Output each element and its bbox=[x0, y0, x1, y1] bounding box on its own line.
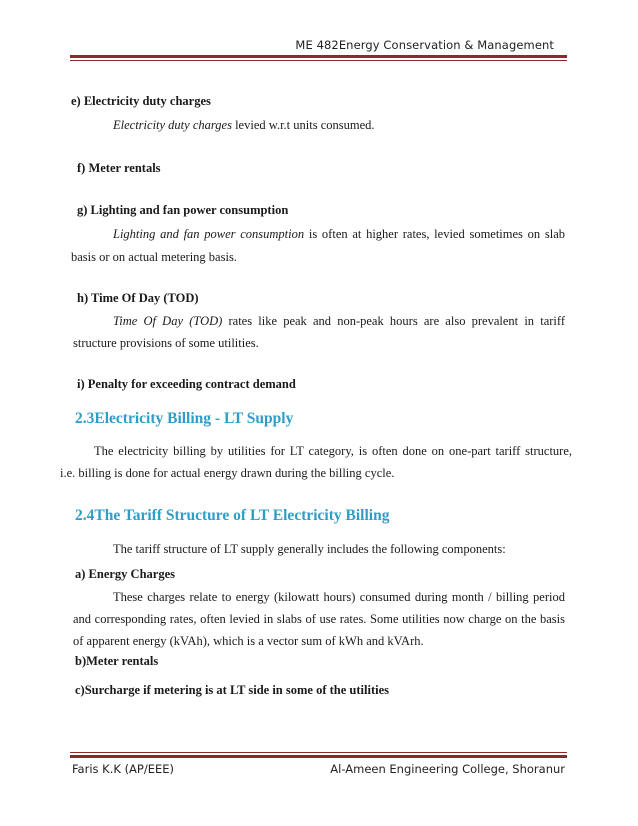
item-a-line2: and corresponding rates, often levied in slabs of use rates. Some utilities now charge on the basis bbox=[73, 612, 565, 626]
item-e-rest: levied w.r.t units consumed. bbox=[231, 118, 375, 132]
item-a-heading: a) Energy Charges bbox=[75, 567, 175, 581]
header-rule-thick bbox=[70, 55, 567, 58]
footer-rule-thick bbox=[70, 755, 567, 758]
footer-rule-thin bbox=[70, 752, 567, 753]
item-b-heading: b)Meter rentals bbox=[75, 654, 159, 668]
section-2-4-number: 2.4 bbox=[75, 507, 95, 524]
section-2-3-line2: i.e. billing is done for actual energy drawn during the billing cycle. bbox=[60, 466, 395, 480]
item-h-italic: Time Of Day (TOD) bbox=[113, 314, 223, 328]
item-f-heading: f) Meter rentals bbox=[77, 161, 161, 175]
item-h-line2: structure provisions of some utilities. bbox=[73, 336, 259, 350]
item-h-heading: h) Time Of Day (TOD) bbox=[77, 291, 199, 305]
item-g-rest: is often at higher rates, levied sometimes on slab bbox=[304, 227, 566, 241]
item-c-text: Surcharge if metering is at LT side in some of the utilities bbox=[84, 683, 389, 697]
item-h-rest: rates like peak and non-peak hours are also prevalent in tariff bbox=[222, 314, 565, 328]
footer-author: Faris K.K (AP/EEE) bbox=[72, 762, 175, 776]
section-2-4-heading bbox=[75, 507, 389, 525]
item-c-label: c) bbox=[75, 683, 85, 697]
item-e-text bbox=[113, 116, 375, 135]
item-c-heading bbox=[75, 683, 389, 698]
section-2-3-number: 2.3 bbox=[75, 410, 95, 427]
item-a-line3: of apparent energy (kVAh), which is a vector sum of kWh and kVArh. bbox=[73, 634, 424, 648]
item-h-line1 bbox=[113, 312, 565, 331]
item-e-italic: Electricity duty charges bbox=[113, 118, 232, 132]
item-i-heading: i) Penalty for exceeding contract demand bbox=[77, 377, 296, 391]
header-rule-thin bbox=[70, 60, 567, 61]
item-a-line1: These charges relate to energy (kilowatt hours) consumed during month / billing period bbox=[113, 590, 565, 604]
footer-college: Al-Ameen Engineering College, Shoranur bbox=[330, 762, 565, 776]
item-g-italic: Lighting and fan power consumption bbox=[113, 227, 305, 241]
page-header-title: ME 482Energy Conservation & Management bbox=[295, 38, 554, 52]
item-g-line1 bbox=[113, 225, 565, 244]
item-g-line2: basis or on actual metering basis. bbox=[71, 250, 237, 264]
item-g-heading: g) Lighting and fan power consumption bbox=[77, 203, 289, 217]
item-e-heading: e) Electricity duty charges bbox=[71, 94, 211, 108]
section-2-3-line1: The electricity billing by utilities for LT category, is often done on one-part tariff structure, bbox=[94, 444, 572, 458]
section-2-4-intro: The tariff structure of LT supply generally includes the following components: bbox=[113, 542, 506, 556]
section-2-3-heading bbox=[75, 410, 293, 428]
section-2-4-title: The Tariff Structure of LT Electricity Billing bbox=[94, 507, 390, 524]
section-2-3-title: Electricity Billing - LT Supply bbox=[94, 410, 294, 427]
